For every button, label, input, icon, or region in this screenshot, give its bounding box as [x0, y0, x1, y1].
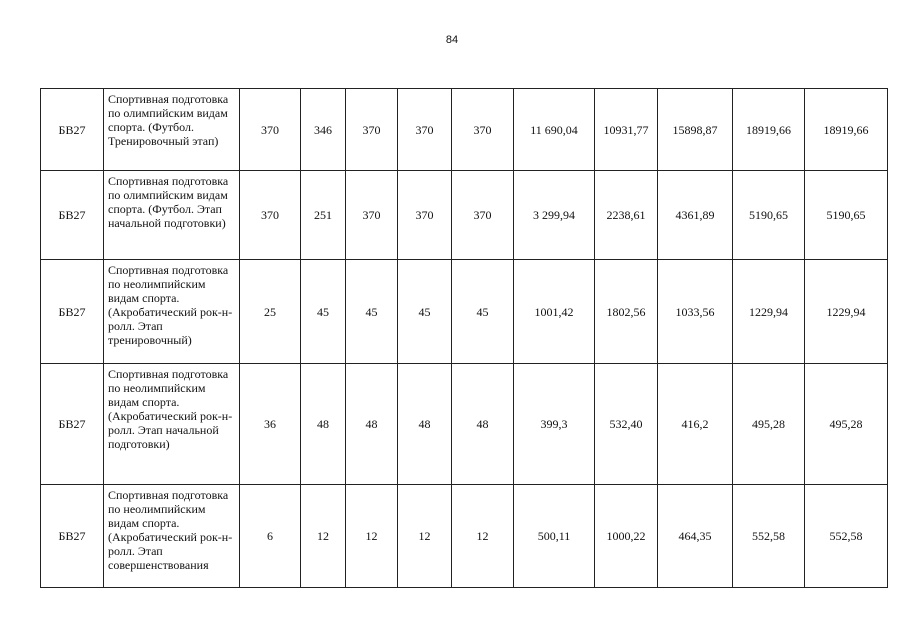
value-cell: 416,2: [658, 364, 733, 485]
table-row: [41, 171, 888, 260]
value-cell: 1229,94: [733, 260, 805, 364]
table-row: [41, 485, 888, 588]
value-cell: 1001,42: [514, 260, 595, 364]
value-cell: 1229,94: [805, 260, 888, 364]
value-cell: 464,35: [658, 485, 733, 588]
value-cell: 552,58: [733, 485, 805, 588]
value-cell: 370: [346, 89, 398, 171]
value-cell: 5190,65: [805, 171, 888, 260]
row-description: Спортивная подготовка по неолимпийским видам спорта. (Акробатический рок-н-ролл. Этап совершенствования: [104, 485, 240, 588]
value-cell: 12: [346, 485, 398, 588]
value-cell: 48: [398, 364, 452, 485]
value-cell: 15898,87: [658, 89, 733, 171]
value-cell: 11 690,04: [514, 89, 595, 171]
value-cell: 370: [240, 171, 301, 260]
value-cell: 48: [346, 364, 398, 485]
budget-table: [40, 88, 888, 588]
row-description: Спортивная подготовка по олимпийским видам спорта. (Футбол. Тренировочный этап): [104, 89, 240, 171]
value-cell: 18919,66: [733, 89, 805, 171]
row-description: Спортивная подготовка по неолимпийским видам спорта. (Акробатический рок-н-ролл. Этап начальной подготовки): [104, 364, 240, 485]
value-cell: 4361,89: [658, 171, 733, 260]
table-row: [41, 364, 888, 485]
value-cell: 370: [346, 171, 398, 260]
value-cell: 3 299,94: [514, 171, 595, 260]
row-description: Спортивная подготовка по олимпийским видам спорта. (Футбол. Этап начальной подготовки): [104, 171, 240, 260]
value-cell: 1802,56: [595, 260, 658, 364]
value-cell: 6: [240, 485, 301, 588]
value-cell: 370: [452, 89, 514, 171]
value-cell: 45: [398, 260, 452, 364]
value-cell: 48: [301, 364, 346, 485]
value-cell: 370: [398, 89, 452, 171]
value-cell: 552,58: [805, 485, 888, 588]
row-code: БВ27: [41, 171, 104, 260]
row-description: Спортивная подготовка по неолимпийским видам спорта. (Акробатический рок-н-ролл. Этап тренировочный): [104, 260, 240, 364]
value-cell: 251: [301, 171, 346, 260]
value-cell: 25: [240, 260, 301, 364]
value-cell: 370: [452, 171, 514, 260]
table-row: [41, 89, 888, 171]
value-cell: 45: [346, 260, 398, 364]
value-cell: 45: [452, 260, 514, 364]
value-cell: 495,28: [805, 364, 888, 485]
value-cell: 48: [452, 364, 514, 485]
page-number: 84: [445, 34, 459, 46]
value-cell: 45: [301, 260, 346, 364]
row-code: БВ27: [41, 485, 104, 588]
value-cell: 399,3: [514, 364, 595, 485]
value-cell: 12: [398, 485, 452, 588]
value-cell: 1000,22: [595, 485, 658, 588]
row-code: БВ27: [41, 89, 104, 171]
value-cell: 370: [398, 171, 452, 260]
row-code: БВ27: [41, 364, 104, 485]
value-cell: 495,28: [733, 364, 805, 485]
value-cell: 346: [301, 89, 346, 171]
row-code: БВ27: [41, 260, 104, 364]
value-cell: 5190,65: [733, 171, 805, 260]
value-cell: 18919,66: [805, 89, 888, 171]
value-cell: 500,11: [514, 485, 595, 588]
value-cell: 12: [301, 485, 346, 588]
value-cell: 10931,77: [595, 89, 658, 171]
value-cell: 2238,61: [595, 171, 658, 260]
value-cell: 1033,56: [658, 260, 733, 364]
value-cell: 12: [452, 485, 514, 588]
table-row: [41, 260, 888, 364]
value-cell: 36: [240, 364, 301, 485]
value-cell: 370: [240, 89, 301, 171]
value-cell: 532,40: [595, 364, 658, 485]
